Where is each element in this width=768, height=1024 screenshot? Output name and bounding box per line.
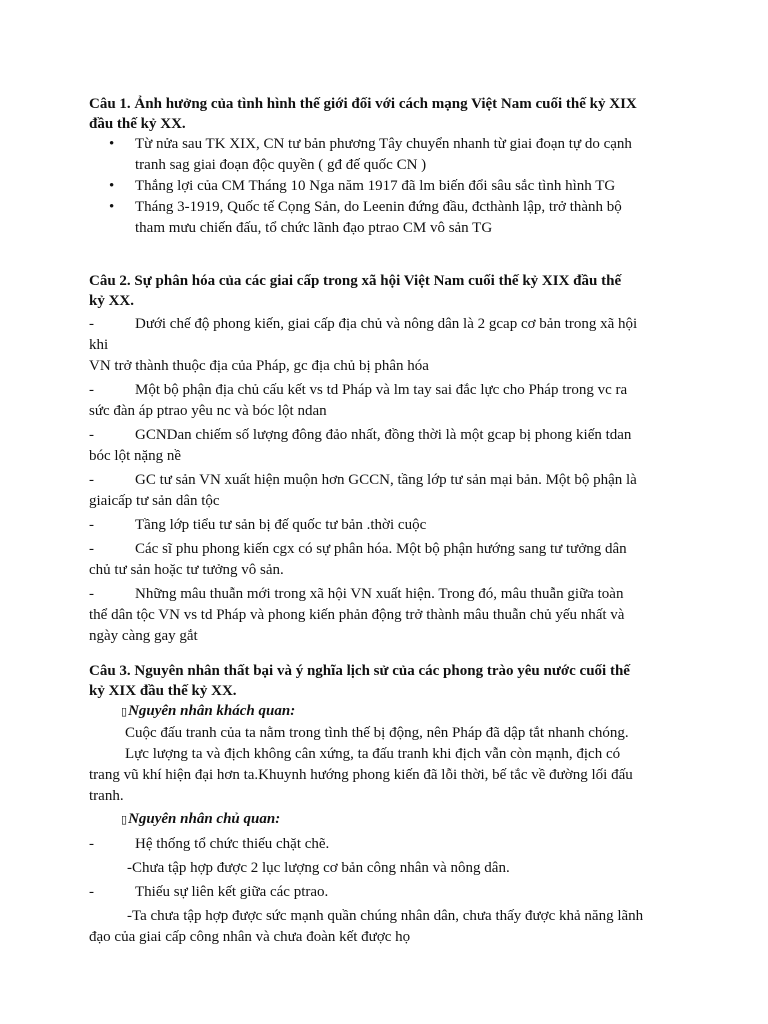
list-item: - Hệ thống tổ chức thiếu chặt chẽ.	[89, 834, 679, 855]
dash-bullet: -	[89, 472, 94, 488]
list-item: - Những mâu thuẫn mới trong xã hội VN xuất hiện. Trong đó, mâu thuẫn giữa toàn thể dân tộc VN vs td Pháp và phong kiến phản động trở thành mâu thuẫn chủ yếu nhất và ngày càng gay gắt	[89, 586, 625, 644]
section-1-title: Câu 1. Ảnh hưởng của tình hình thế giới đối với cách mạng Việt Nam cuối thế kỷ XIX đầu thế kỷ XX.	[89, 96, 637, 132]
checkbox-glyph-icon: ▯	[121, 814, 128, 826]
list-item: • Thắng lợi của CM Tháng 10 Nga năm 1917 đã lm biến đổi sâu sắc tình hình TG	[89, 176, 679, 197]
dash-bullet: -	[89, 836, 94, 852]
list-item: • Từ nửa sau TK XIX, CN tư bản phương Tây chuyển nhanh từ giai đoạn tự do cạnh tranh sag giai đoạn độc quyền ( gđ đế quốc CN )	[109, 136, 632, 173]
list-item: - Thiếu sự liên kết giữa các ptrao.	[89, 882, 679, 903]
dash-bullet: -	[89, 517, 94, 533]
bullet-icon: •	[109, 199, 115, 215]
document-page	[89, 94, 679, 948]
dash-bullet: -	[89, 316, 94, 332]
list-item: - GC tư sản VN xuất hiện muộn hơn GCCN, tầng lớp tư sản mại bản. Một bộ phận là giaicấp tư sản dân tộc	[89, 472, 637, 509]
list-item: - GCNDan chiếm số lượng đông đảo nhất, đồng thời là một gcap bị phong kiến tdan bóc lột nặng nề	[89, 427, 632, 464]
bullet-icon: •	[109, 178, 115, 194]
list-item: - Dưới chế độ phong kiến, giai cấp địa chủ và nông dân là 2 gcap cơ bản trong xã hội khi VN trở thành thuộc địa của Pháp, gc địa chủ bị phân hóa	[89, 316, 638, 374]
section-1-bullet-list	[89, 134, 679, 239]
section-1	[89, 94, 679, 239]
dash-bullet: -	[89, 427, 94, 443]
list-item: - Các sĩ phu phong kiến cgx có sự phân hóa. Một bộ phận hướng sang tư tưởng dân chủ tư sản hoặc tư tưởng vô sản.	[89, 541, 627, 578]
list-item: -Ta chưa tập hợp được sức mạnh quần chúng nhân dân, chưa thấy được khả năng lãnh đạo của giai cấp công nhân và chưa đoàn kết được họ	[89, 908, 644, 945]
dash-bullet: -	[89, 541, 94, 557]
objective-paragraph-1: Cuộc đấu tranh của ta nằm trong tình thế bị động, nên Pháp đã dập tắt nhanh chóng.	[125, 725, 629, 741]
bullet-icon: •	[109, 136, 115, 152]
section-2	[89, 271, 679, 647]
dash-bullet: -	[89, 884, 94, 900]
objective-paragraph-2: Lực lượng ta và địch không cân xứng, ta đấu tranh khi địch vẫn còn mạnh, địch có trang vũ khí hiện đại hơn ta.Khuynh hướng phong kiến đã lỗi thời, bế tắc về đường lối đấu tranh.	[89, 746, 633, 804]
section-2-title: Câu 2. Sự phân hóa của các giai cấp trong xã hội Việt Nam cuối thế kỷ XIX đầu thế kỷ XX.	[89, 273, 622, 309]
objective-causes-heading: ▯Nguyên nhân khách quan:	[89, 701, 679, 723]
dash-bullet: -	[89, 382, 94, 398]
list-item: -Chưa tập hợp được 2 lục lượng cơ bản công nhân và nông dân.	[127, 860, 510, 876]
list-item: • Tháng 3-1919, Quốc tế Cọng Sản, do Leenin đứng đầu, đcthành lập, trở thành bộ tham mưu chiến đấu, tổ chức lãnh đạo ptrao CM vô sản TG	[109, 199, 622, 236]
section-3-title: Câu 3. Nguyên nhân thất bại và ý nghĩa lịch sử của các phong trào yêu nước cuối thế kỷ XIX đầu thế kỷ XX.	[89, 663, 630, 699]
section-3	[89, 661, 679, 948]
subjective-causes-heading: ▯Nguyên nhân chủ quan:	[89, 809, 679, 831]
list-item: - Tầng lớp tiểu tư sản bị đế quốc tư bản .thời cuộc	[89, 515, 679, 536]
checkbox-glyph-icon: ▯	[121, 706, 128, 718]
dash-bullet: -	[89, 586, 94, 602]
list-item: - Một bộ phận địa chủ cấu kết vs td Pháp và lm tay sai đắc lực cho Pháp trong vc ra sức đàn áp ptrao yêu nc và bóc lột ndan	[89, 382, 628, 419]
